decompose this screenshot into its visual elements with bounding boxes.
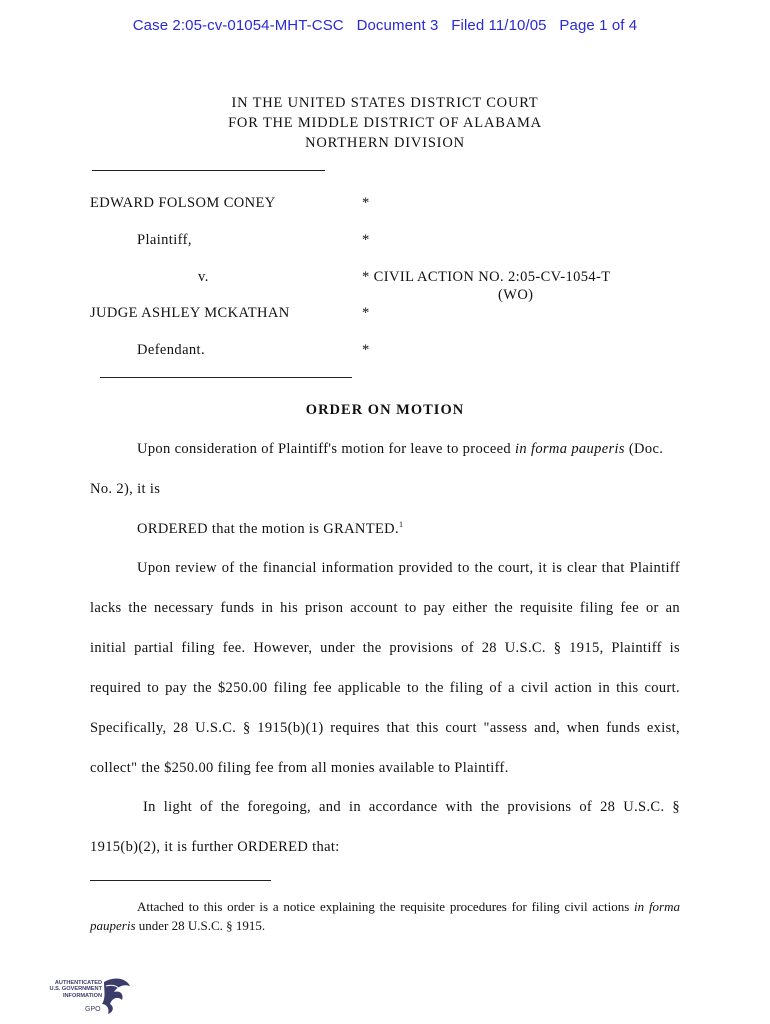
italic-phrase: in forma pauperis [90,899,681,933]
defendant-role: Defendant. [137,342,206,358]
court-name: IN THE UNITED STATES DISTRICT COURT [231,95,539,111]
order-title: ORDER ON MOTION [305,402,465,418]
defendant-name: JUDGE ASHLEY MCKATHAN [90,305,290,321]
versus: v. [198,269,209,285]
caption-asterisk: * [362,232,370,248]
court-division: NORTHERN DIVISION [305,135,465,151]
ordered-line [137,520,727,538]
text-run: under 28 U.S.C. § 1915. [135,918,266,933]
caption-bottom-rule [100,377,352,378]
text-run: Upon consideration of Plaintiff's motion for leave to proceed [137,441,515,457]
text-run: ORDERED that the motion is GRANTED. [137,520,399,537]
gpo-line: AUTHENTICATED [54,980,102,986]
paragraph-1-line-1 [137,441,680,458]
footnote-marker: 1 [398,520,404,529]
plaintiff-name: EDWARD FOLSOM CONEY [90,195,276,211]
case-number: Case 2:05-cv-01054-MHT-CSC [132,17,344,34]
paragraph-3-line-5: Specifically, 28 U.S.C. § 1915(b)(1) requires that this court "assess and, when funds exist, [90,720,680,736]
paragraph-3-line-4: required to pay the $250.00 filing fee applicable to the filing of a civil action in this court. [90,680,680,696]
paragraph-4-line-1: In light of the foregoing, and in accordance with the provisions of 28 U.S.C. § [143,799,680,815]
text-run: Attached to this order is a notice explaining the requisite procedures for filing civil actions [137,899,635,914]
caption-asterisk: * [362,305,370,321]
footnote [90,897,680,935]
footnote-separator [90,880,271,881]
caption-top-rule [92,170,325,171]
filing-stamp [0,17,770,34]
paragraph-3-line-6: collect" the $250.00 filing fee from all monies available to Plaintiff. [90,760,509,776]
plaintiff-role: Plaintiff, [137,232,192,248]
footnote-text [90,897,680,935]
filed-date: Filed 11/10/05 [451,17,547,34]
gpo-mark: GPO [85,1006,101,1013]
paragraph-1-line-2: No. 2), it is [90,481,161,497]
text-run: (Doc. [624,441,664,457]
caption-asterisk: * [362,342,370,358]
paragraph-3-line-1: Upon review of the financial information provided to the court, it is clear that Plaintiff [137,560,680,576]
court-district: FOR THE MIDDLE DISTRICT OF ALABAMA [228,115,542,131]
paragraph-4-line-2: 1915(b)(2), it is further ORDERED that: [90,839,340,855]
gpo-line: INFORMATION [62,992,102,999]
caption-asterisk: * [362,195,370,211]
italic-phrase: in forma pauperis [515,441,625,457]
wo-designation: (WO) [498,287,534,303]
civil-action-number: * CIVIL ACTION NO. 2:05-CV-1054-T [362,269,611,285]
page-count: Page 1 of 4 [559,17,638,34]
paragraph-3-line-3: initial partial filing fee. However, under the provisions of 28 U.S.C. § 1915, Plaintiff is [90,640,680,656]
paragraph-3-line-2: lacks the necessary funds in his prison account to pay either the requisite filing fee or an [90,600,680,616]
gpo-authentication-seal [44,974,134,1018]
gpo-line: U.S. GOVERNMENT [49,986,102,993]
document-number: Document 3 [356,17,439,34]
